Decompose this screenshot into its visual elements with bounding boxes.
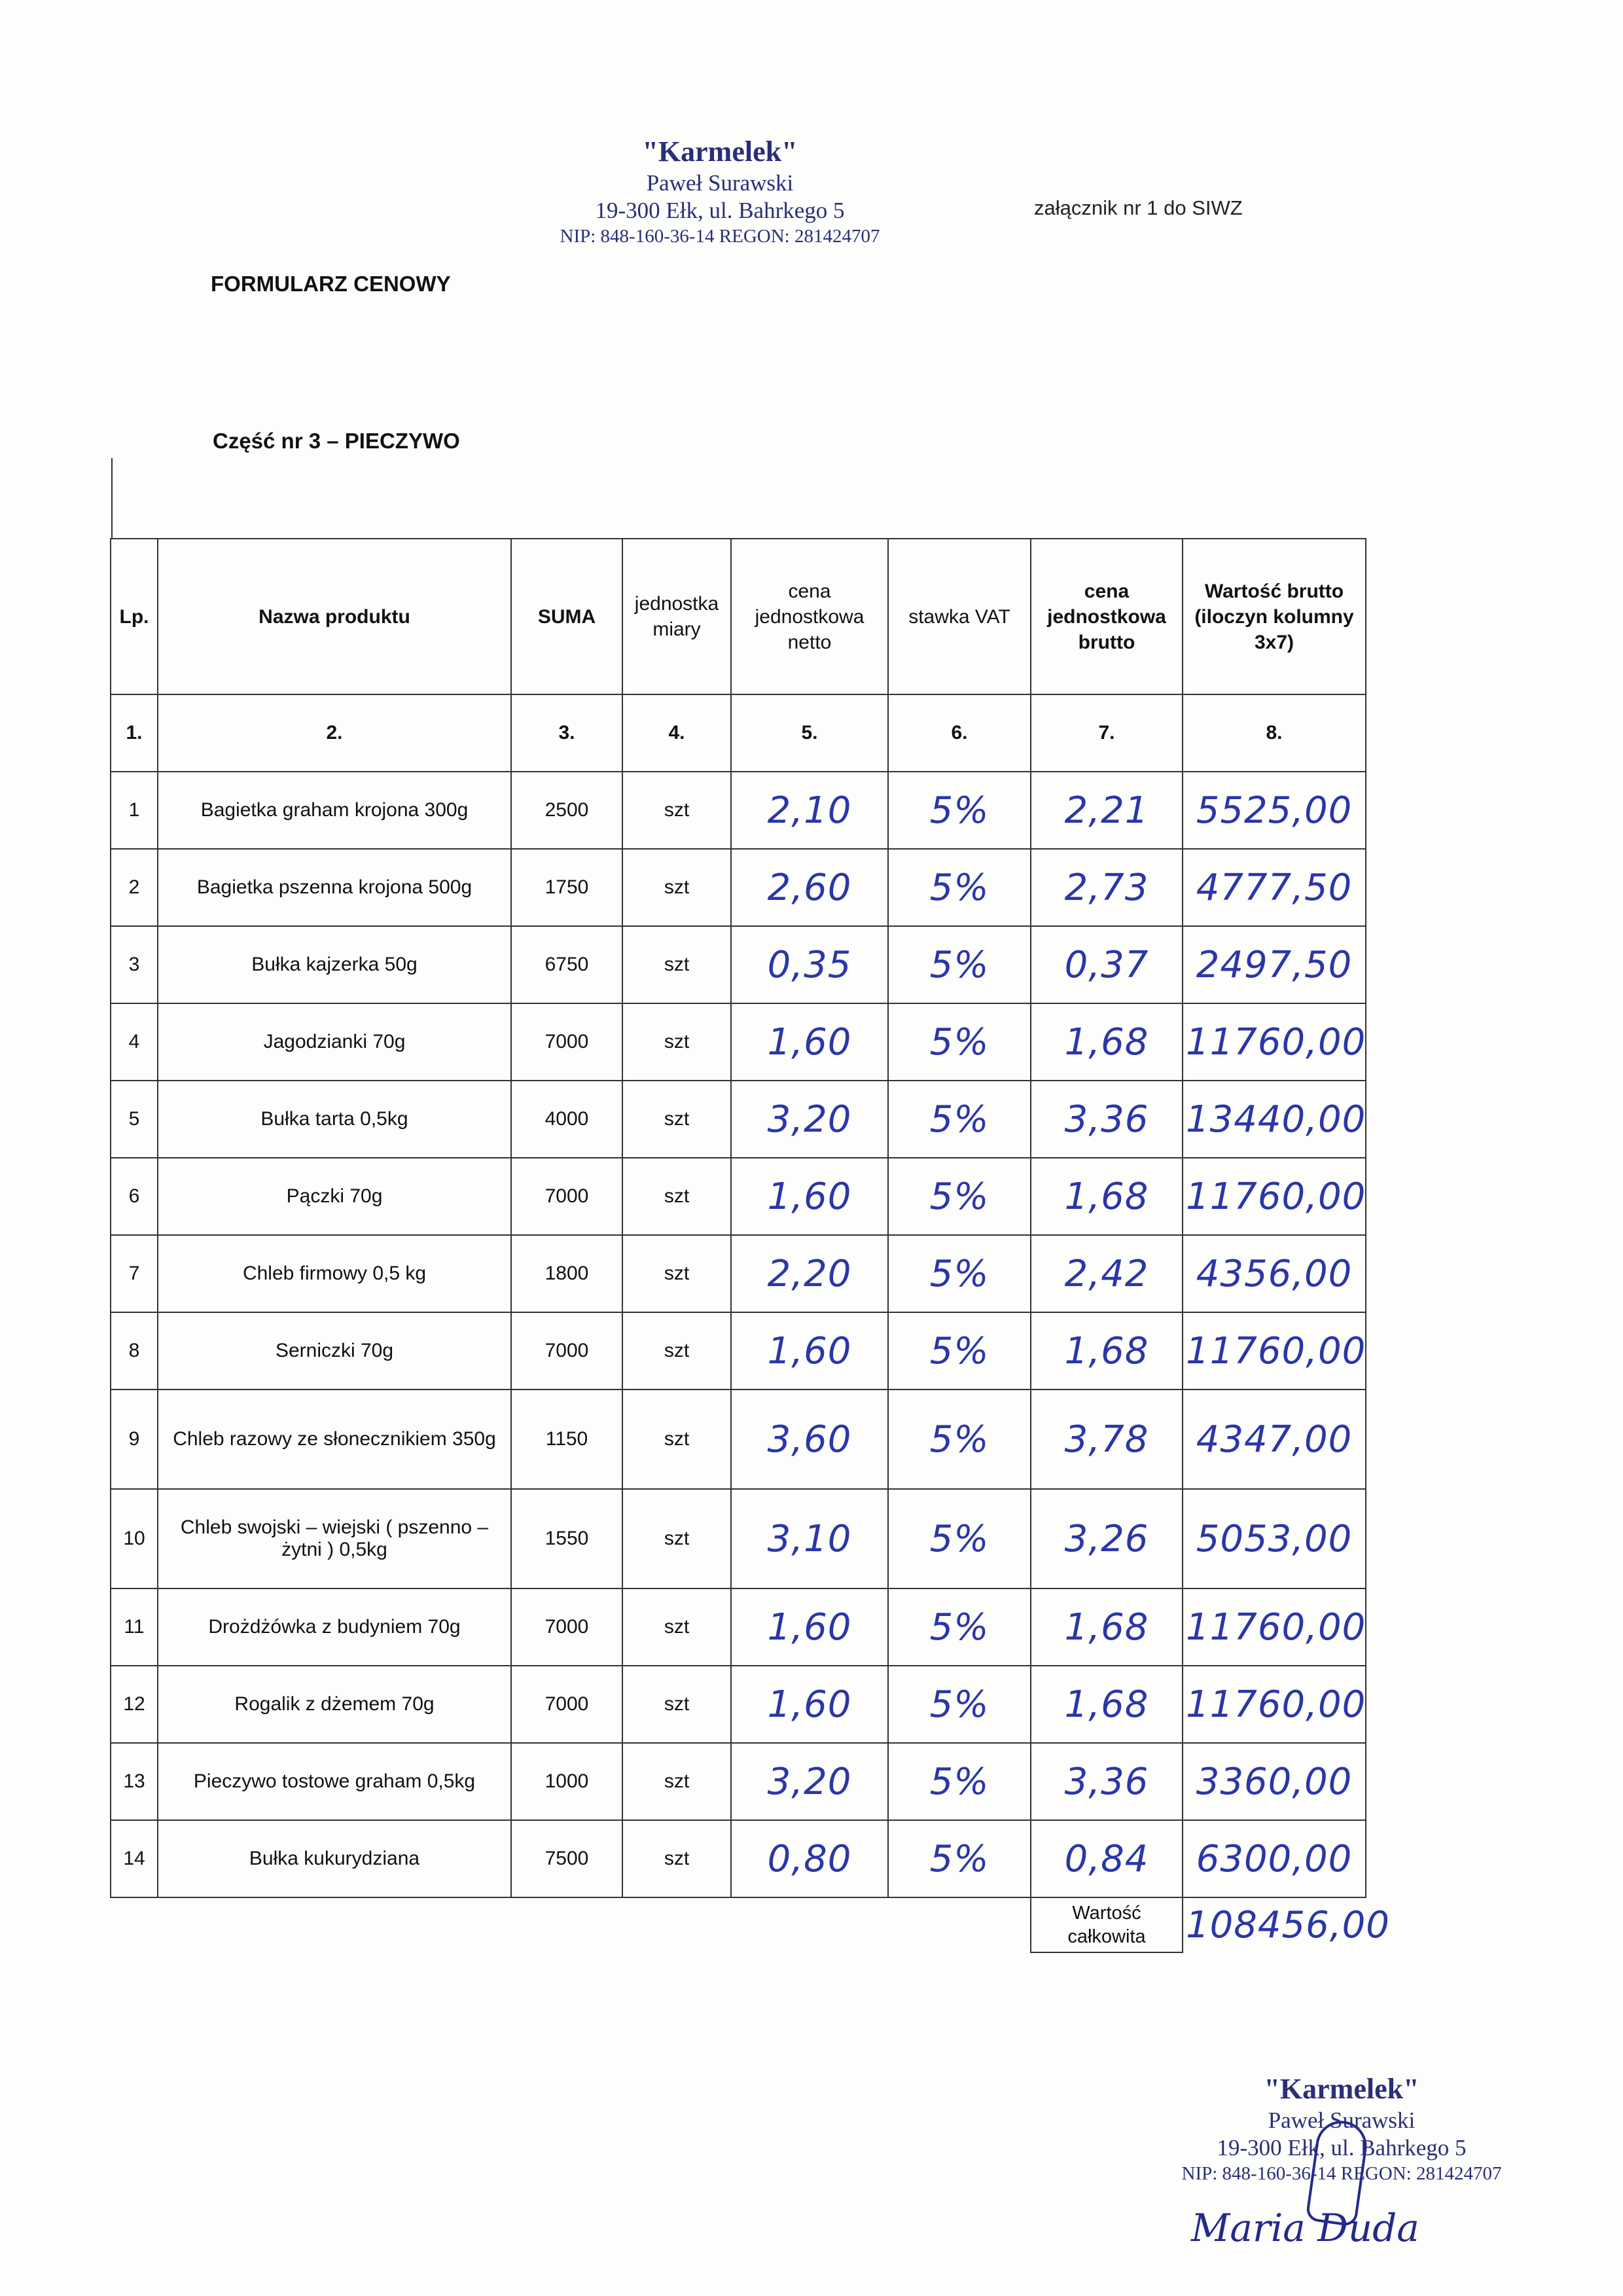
- gross-value: 2497,50: [1183, 926, 1366, 1003]
- product-quantity: 1000: [511, 1743, 622, 1820]
- row-lp: 6: [111, 1158, 158, 1235]
- vat-rate: 5%: [888, 1081, 1031, 1158]
- net-unit-price: 3,60: [731, 1390, 888, 1489]
- column-number: 2.: [158, 694, 511, 772]
- table-row: [111, 1390, 1366, 1489]
- stamp-company-name: "Karmelek": [1264, 2073, 1419, 2105]
- table-row: [111, 1235, 1366, 1312]
- table-row: [111, 1666, 1366, 1743]
- total-label: Wartość całkowita: [1031, 1897, 1183, 1952]
- vat-rate: 5%: [888, 1003, 1031, 1081]
- row-lp: 5: [111, 1081, 158, 1158]
- product-name: Drożdżówka z budyniem 70g: [158, 1588, 511, 1666]
- row-lp: 11: [111, 1588, 158, 1666]
- product-unit: szt: [622, 1489, 731, 1588]
- gross-unit-price: 2,21: [1031, 772, 1183, 849]
- row-lp: 7: [111, 1235, 158, 1312]
- gross-unit-price: 0,84: [1031, 1820, 1183, 1897]
- price-table: [110, 538, 1390, 1953]
- gross-unit-price: 1,68: [1031, 1312, 1183, 1390]
- net-unit-price: 1,60: [731, 1666, 888, 1743]
- product-name: Pieczywo tostowe graham 0,5kg: [158, 1743, 511, 1820]
- table-row: [111, 1312, 1366, 1390]
- header-gross-price: cena jednostkowa brutto: [1031, 539, 1183, 694]
- product-name: Bagietka pszenna krojona 500g: [158, 849, 511, 926]
- product-unit: szt: [622, 849, 731, 926]
- stamp-ids: NIP: 848-160-36-14 REGON: 281424707: [560, 226, 880, 247]
- table-row: [111, 1489, 1366, 1588]
- net-unit-price: 3,20: [731, 1081, 888, 1158]
- product-quantity: 1550: [511, 1489, 622, 1588]
- vat-rate: 5%: [888, 1820, 1031, 1897]
- gross-unit-price: 1,68: [1031, 1158, 1183, 1235]
- margin-rule: [111, 458, 113, 538]
- product-unit: szt: [622, 1666, 731, 1743]
- table-row: [111, 1743, 1366, 1820]
- gross-unit-price: 1,68: [1031, 1588, 1183, 1666]
- product-name: Serniczki 70g: [158, 1312, 511, 1390]
- table-row: [111, 926, 1366, 1003]
- product-quantity: 1150: [511, 1390, 622, 1489]
- net-unit-price: 2,60: [731, 849, 888, 926]
- gross-unit-price: 3,36: [1031, 1081, 1183, 1158]
- row-lp: 4: [111, 1003, 158, 1081]
- gross-value: 4347,00: [1183, 1390, 1366, 1489]
- table-row: [111, 849, 1366, 926]
- part-title: Część nr 3 – PIECZYWO: [213, 429, 460, 453]
- gross-value: 4356,00: [1183, 1235, 1366, 1312]
- product-unit: szt: [622, 1312, 731, 1390]
- row-lp: 14: [111, 1820, 158, 1897]
- header-net-price: cena jednostkowa netto: [731, 539, 888, 694]
- column-number: 1.: [111, 694, 158, 772]
- column-number: 6.: [888, 694, 1031, 772]
- vat-rate: 5%: [888, 926, 1031, 1003]
- row-lp: 8: [111, 1312, 158, 1390]
- product-unit: szt: [622, 772, 731, 849]
- gross-unit-price: 0,37: [1031, 926, 1183, 1003]
- product-name: Chleb razowy ze słonecznikiem 350g: [158, 1390, 511, 1489]
- product-name: Bułka tarta 0,5kg: [158, 1081, 511, 1158]
- header-quantity: SUMA: [511, 539, 622, 694]
- total-row: [111, 1897, 1366, 1952]
- row-lp: 10: [111, 1489, 158, 1588]
- header-lp: Lp.: [111, 539, 158, 694]
- vat-rate: 5%: [888, 1312, 1031, 1390]
- gross-value: 6300,00: [1183, 1820, 1366, 1897]
- vat-rate: 5%: [888, 1489, 1031, 1588]
- product-quantity: 7000: [511, 1666, 622, 1743]
- header-gross-value: Wartość brutto (iloczyn kolumny 3x7): [1183, 539, 1366, 694]
- gross-value: 4777,50: [1183, 849, 1366, 926]
- product-name: Chleb firmowy 0,5 kg: [158, 1235, 511, 1312]
- net-unit-price: 3,20: [731, 1743, 888, 1820]
- column-number: 4.: [622, 694, 731, 772]
- stamp-address: 19-300 Ełk, ul. Bahrkego 5: [1217, 2135, 1467, 2161]
- column-number: 8.: [1183, 694, 1366, 772]
- gross-value: 11760,00: [1183, 1666, 1366, 1743]
- gross-unit-price: 1,68: [1031, 1003, 1183, 1081]
- signature: Maria Duda: [1191, 2206, 1419, 2250]
- product-quantity: 1800: [511, 1235, 622, 1312]
- product-name: Jagodzianki 70g: [158, 1003, 511, 1081]
- header-row: [111, 539, 1366, 694]
- company-stamp-top: [497, 134, 942, 248]
- row-lp: 2: [111, 849, 158, 926]
- gross-unit-price: 2,42: [1031, 1235, 1183, 1312]
- product-name: Bułka kajzerka 50g: [158, 926, 511, 1003]
- gross-value: 3360,00: [1183, 1743, 1366, 1820]
- column-number: 5.: [731, 694, 888, 772]
- stamp-owner: Paweł Surawski: [1268, 2107, 1416, 2133]
- product-unit: szt: [622, 1081, 731, 1158]
- product-quantity: 7000: [511, 1312, 622, 1390]
- total-spacer: [111, 1897, 1031, 1952]
- stamp-ids: NIP: 848-160-36-14 REGON: 281424707: [1181, 2163, 1502, 2185]
- stamp-address: 19-300 Ełk, ul. Bahrkego 5: [595, 198, 845, 224]
- column-number: 7.: [1031, 694, 1183, 772]
- gross-value: 11760,00: [1183, 1158, 1366, 1235]
- column-number-row: [111, 694, 1366, 772]
- header-product-name: Nazwa produktu: [158, 539, 511, 694]
- product-name: Bułka kukurydziana: [158, 1820, 511, 1897]
- vat-rate: 5%: [888, 1390, 1031, 1489]
- gross-value: 11760,00: [1183, 1003, 1366, 1081]
- vat-rate: 5%: [888, 772, 1031, 849]
- product-name: Rogalik z dżemem 70g: [158, 1666, 511, 1743]
- product-unit: szt: [622, 1743, 731, 1820]
- net-unit-price: 2,10: [731, 772, 888, 849]
- gross-unit-price: 3,26: [1031, 1489, 1183, 1588]
- stamp-owner: Paweł Surawski: [646, 170, 794, 196]
- table-row: [111, 1820, 1366, 1897]
- gross-unit-price: 2,73: [1031, 849, 1183, 926]
- product-unit: szt: [622, 926, 731, 1003]
- vat-rate: 5%: [888, 1588, 1031, 1666]
- vat-rate: 5%: [888, 1235, 1031, 1312]
- product-name: Pączki 70g: [158, 1158, 511, 1235]
- header-unit: jednostka miary: [622, 539, 731, 694]
- net-unit-price: 1,60: [731, 1158, 888, 1235]
- table-row: [111, 1081, 1366, 1158]
- annex-note: załącznik nr 1 do SIWZ: [1034, 196, 1243, 219]
- row-lp: 9: [111, 1390, 158, 1489]
- product-quantity: 1750: [511, 849, 622, 926]
- header-vat: stawka VAT: [888, 539, 1031, 694]
- product-quantity: 7000: [511, 1588, 622, 1666]
- product-quantity: 7500: [511, 1820, 622, 1897]
- vat-rate: 5%: [888, 1666, 1031, 1743]
- gross-value: 5525,00: [1183, 772, 1366, 849]
- row-lp: 3: [111, 926, 158, 1003]
- net-unit-price: 0,80: [731, 1820, 888, 1897]
- product-unit: szt: [622, 1003, 731, 1081]
- row-lp: 13: [111, 1743, 158, 1820]
- net-unit-price: 2,20: [731, 1235, 888, 1312]
- gross-value: 11760,00: [1183, 1312, 1366, 1390]
- gross-value: 5053,00: [1183, 1489, 1366, 1588]
- table-row: [111, 1588, 1366, 1666]
- table-row: [111, 1158, 1366, 1235]
- form-title: FORMULARZ CENOWY: [211, 272, 451, 296]
- net-unit-price: 0,35: [731, 926, 888, 1003]
- product-unit: szt: [622, 1390, 731, 1489]
- net-unit-price: 1,60: [731, 1312, 888, 1390]
- product-unit: szt: [622, 1158, 731, 1235]
- net-unit-price: 1,60: [731, 1003, 888, 1081]
- gross-unit-price: 3,36: [1031, 1743, 1183, 1820]
- product-unit: szt: [622, 1820, 731, 1897]
- table-row: [111, 1003, 1366, 1081]
- net-unit-price: 1,60: [731, 1588, 888, 1666]
- product-quantity: 4000: [511, 1081, 622, 1158]
- gross-unit-price: 1,68: [1031, 1666, 1183, 1743]
- product-unit: szt: [622, 1588, 731, 1666]
- table-row: [111, 772, 1366, 849]
- product-quantity: 6750: [511, 926, 622, 1003]
- product-unit: szt: [622, 1235, 731, 1312]
- product-name: Chleb swojski – wiejski ( pszenno – żytni ) 0,5kg: [158, 1489, 511, 1588]
- column-number: 3.: [511, 694, 622, 772]
- product-quantity: 7000: [511, 1158, 622, 1235]
- vat-rate: 5%: [888, 849, 1031, 926]
- total-value: 108456,00: [1186, 1904, 1390, 1946]
- row-lp: 12: [111, 1666, 158, 1743]
- product-quantity: 2500: [511, 772, 622, 849]
- vat-rate: 5%: [888, 1743, 1031, 1820]
- product-quantity: 7000: [511, 1003, 622, 1081]
- gross-value: 11760,00: [1183, 1588, 1366, 1666]
- gross-unit-price: 3,78: [1031, 1390, 1183, 1489]
- row-lp: 1: [111, 772, 158, 849]
- vat-rate: 5%: [888, 1158, 1031, 1235]
- net-unit-price: 3,10: [731, 1489, 888, 1588]
- gross-value: 13440,00: [1183, 1081, 1366, 1158]
- stamp-company-name: "Karmelek": [642, 135, 798, 168]
- product-name: Bagietka graham krojona 300g: [158, 772, 511, 849]
